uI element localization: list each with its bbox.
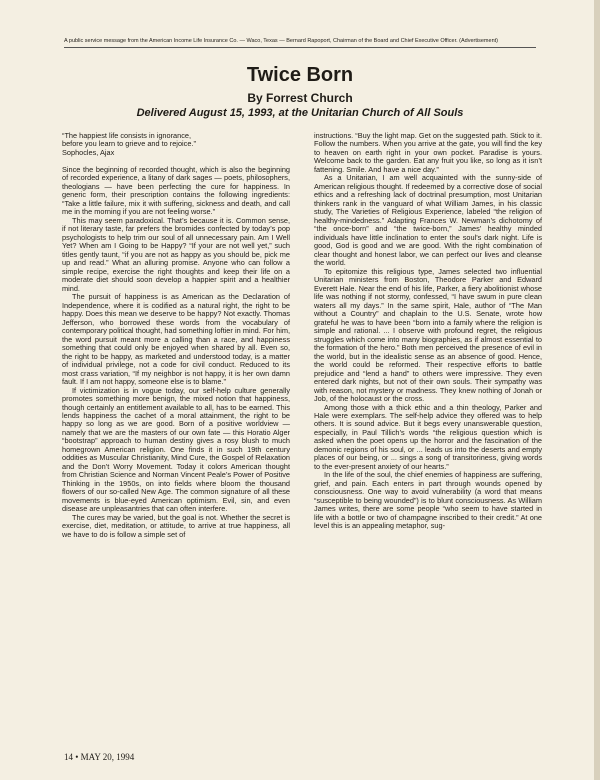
article-byline: By Forrest Church xyxy=(247,91,353,105)
left-column xyxy=(62,132,290,752)
epigraph-line: before you learn to grieve and to rejoice.” xyxy=(62,139,196,149)
body-paragraph: As a Unitarian, I am well acquainted with the sunny-side of American religious thought. If redeemed by a corrective dose of social ethics and a refreshing lack of doctrinal presumption, most Unitarian thinkers rank in the vanguard of what William James, in his classic study, The Varieties of Religious Experience, labeled “the religion of healthy-mindedness.” Adapting Frances W. Newman’s dichotomy of “the once-born” and “the twice-born,” James’ healthy minded individuals have little inclination to enter the soul’s dark night. Life is good, God is good and we are good. With the right combination of clear thought and honest labor, we can perfect our lives and cleanse the world. xyxy=(314,173,542,268)
epigraph-line: “The happiest life consists in ignorance, xyxy=(62,132,191,140)
body-paragraph: In the life of the soul, the chief enemies of happiness are suffering, grief, and pain. Each enters in part through wounds opened by consciousness. One way to avoid vulnerability (a word that means “susceptible to being wounded”) is to blunt consciousness. As William James writes, there are some people “who seem to have started in life with a bottle or two of champagne inscribed to their credit.” At one level this is an appealing metaphor, sug- xyxy=(314,470,542,531)
body-paragraph: To epitomize this religious type, James selected two influential Unitarian ministers from Boston, Theodore Parker and Edward Everett Hale. Near the end of his life, Parker, a fiery abolitionist whose life was nothing if not stormy, confessed, “I have swum in pure clean waters all my days.” In the same spirit, Hale, author of “The Man without a Country” and chaplain to the U.S. Senate, wrote how grateful he was to have been “born into a family where the religion is simple and rational. ... I observe with profound regret, the religious struggles which come into many biographies, as if almost essential to the formation of the hero.” Both men perceived the presence of evil in the world, but in the idealistic sense as an absence of good. Hence, the world could be reformed. Their respective efforts to battle prejudice and “lend a hand” to others were impressive. They even entered dark nights, but not of their own souls. Their sympathy was with reason, not mystery or madness. They knew nothing of Jonah or Job, of the holocaust or the cross. xyxy=(314,266,542,404)
epigraph-attribution: Sophocles, Ajax xyxy=(62,147,115,157)
body-paragraph: Among those with a thick ethic and a thin theology, Parker and Hale were exemplars. The self-help advice they offered was to help others. It is sound advice. But it begs every unanswerable question, especially, in Paul Tillich’s words “the religious question which is asked when the poet opens up the horror and the fascination of the demonic regions of his soul, or ... leads us into the deserts and empty places of our being, or ... sings a song of transitoriness, giving words to the ever-present anxiety of our hearts.” xyxy=(314,402,542,471)
body-paragraph: This may seem paradoxical. That’s because it is. Common sense, if not literary taste, far prefers the bromides confected by today’s pop psychologists to help trim our soul of all unnecessary pain. Am I Well Yet? When am I Going to be Happy? “If your are not well yet,” such titles gently taunt, “if you are not as happy as you should be, pick me up and read.” What an alluring promise. Anyone who can follow a simple recipe, exercise the right thoughts and keep their life on a moderate diet should soon develop a happier spirit and a healthier mind. xyxy=(62,215,290,293)
article-dateline: Delivered August 15, 1993, at the Unitarian Church of All Souls xyxy=(136,107,464,119)
notice-divider xyxy=(64,47,536,48)
article-title: Twice Born xyxy=(246,64,354,86)
body-paragraph: instructions. “Buy the light map. Get on the suggested path. Stick to it. Follow the numbers. When you arrive at the gate, you will find the key to heaven on earth right in your own pocket. Paradise is yours. Welcome back to the garden. Eat any fruit you like, so long as it isn’t fattening. Smile. And have a nice day.” xyxy=(314,132,542,174)
body-paragraph: The pursuit of happiness is as American as the Declaration of Independence, where it is codified as a natural right, the right to be happy. Does this mean we deserve to be happy? Not exactly. Thomas Jefferson, who borrowed these words from the vocabulary of contemporary political thought, had something loftier in mind. For him, the word pursuit meant more a calling than a race, and happiness something that could only be enjoyed when shared by all. Even so, the right to be happy, as marketed and understood today, is a matter of individual privilege, not a code for civil conduct. Reduced to its most crass variation, “If my neighbor is not happy, it is her own damn fault. If I am not happy, someone else is to blame.” xyxy=(62,292,290,387)
right-column xyxy=(314,132,542,752)
advertisement-notice: A public service message from the American Income Life Insurance Co. — Waco, Texas — Bernard Rapoport, Chairman of the Board and Chief Executive Officer. (Advertisement) xyxy=(64,38,498,44)
body-paragraph: The cures may be varied, but the goal is not. Whether the secret is exercise, diet, meditation, or attitude, to arrive at true happiness, all we have to do is follow a simple set of xyxy=(62,512,290,539)
page-folio: 14 • MAY 20, 1994 xyxy=(64,752,135,762)
body-paragraph: Since the beginning of recorded thought, which is also the beginning of recorded experience, a litany of dark sages — poets, philosophers, theologians — have been perfecting the cure for happiness. In generic form, their prescription contains the following ingredients: “Take a little failure, mix it with suffering, sickness and death, and call me in the morning if you are not feeling worse.” xyxy=(62,164,290,217)
body-paragraph: If victimization is in vogue today, our self-help culture generally promotes something more benign, the mixed notion that happiness, though certainly an entitlement available to all, has to be earned. This lends happiness the cachet of a moral attainment, the right to be happy so long as we are good. Born of a positive worldview — namely that we are the masters of our own fate — this Horatio Alger “bootstrap” approach to human destiny gives a rosy blush to much homegrown American religion. One finds it in such 19th century oddities as Muscular Christianity, Mind Cure, the Gospel of Relaxation and the Don’t Worry Movement. Today it colors American thought from Christian Science and Norman Vincent Peale’s Power of Positive Thinking in the 1950s, on into fields where bloom the thousand flowers of our so-called New Age. The common signature of all these movements is blue-eyed American optimism. Evil, sin, and even disease are unpleasantries that can often interfere. xyxy=(62,385,290,514)
epigraph xyxy=(62,132,290,157)
